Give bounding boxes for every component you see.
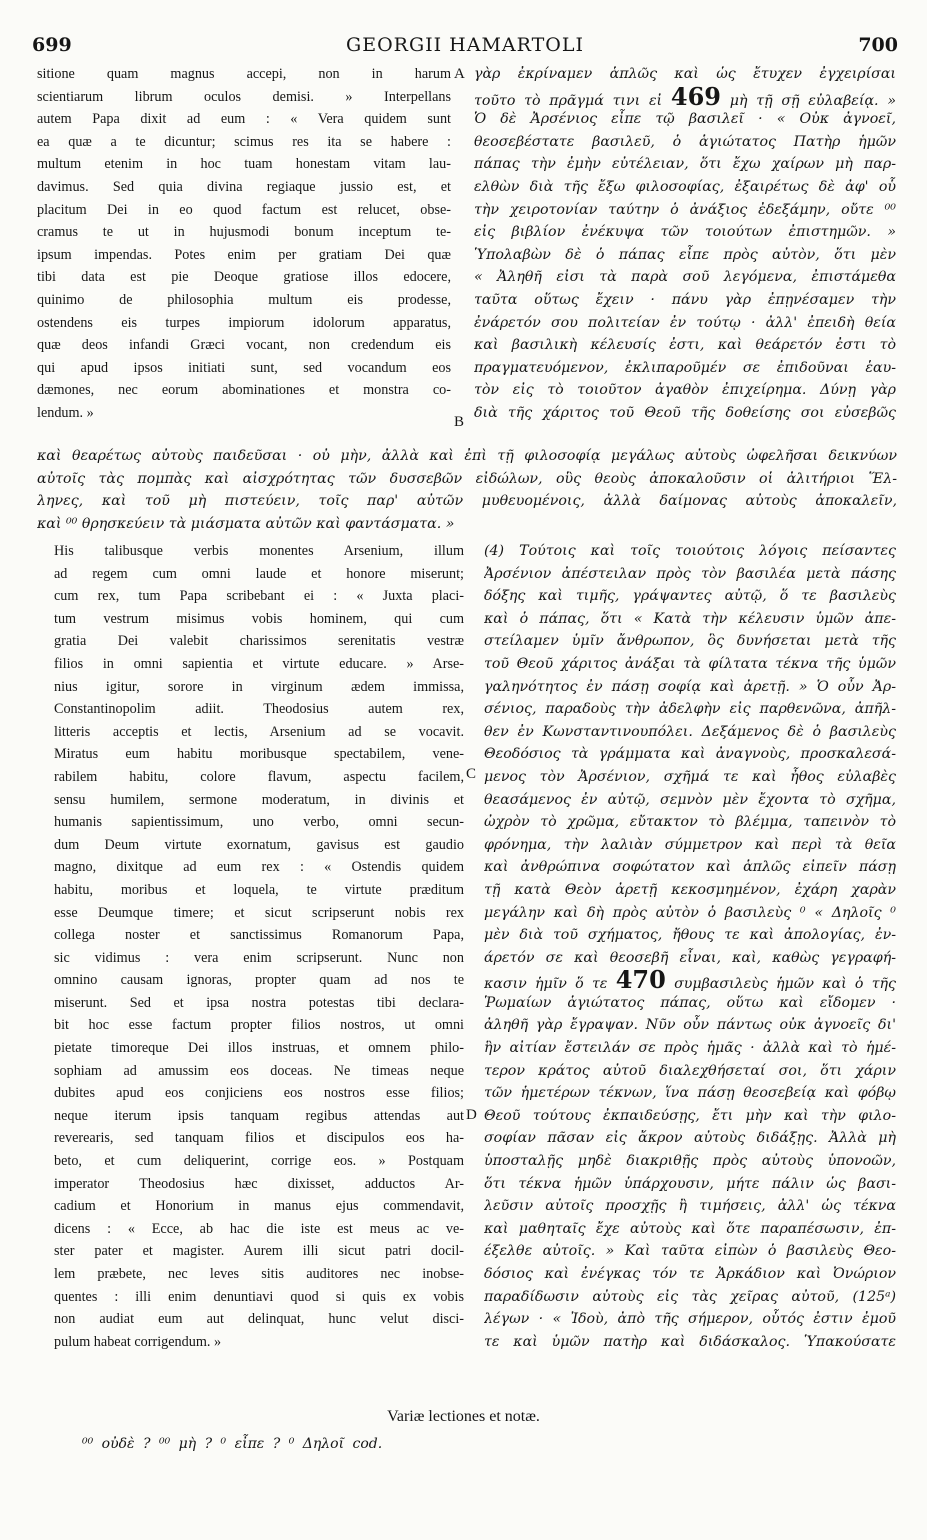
page-number-left: 699 [32, 34, 72, 56]
text-line: εἰς βιβλίον ἐνέκυψα τῶν τοιούτων ἐπιστημῶν. » [474, 224, 896, 241]
text-line: sophiam ad amussim eos doceas. Ne timeas neque [54, 1062, 464, 1079]
text-line: ληνες, καὶ τοῦ μὴ πιστεύειν, τοῖς παρ' αὐτῶν μυθευομένοις, ἀλλὰ δαίμονας αὐτοὺς ἀποκαλεῖν, [37, 493, 897, 510]
text-line: tum vestrum misimus vobis hominem, qui cum [54, 610, 464, 627]
text-line: θεοσεβέστατε βασιλεῦ, ὁ ἁγιώτατος Πατὴρ ἡμῶν [474, 133, 896, 150]
text-line: (4) Τούτοις καὶ τοῖς τοιούτοις λόγοις πείσαντες [484, 543, 896, 559]
text-line: Miratus eum habitu moribusque spectabilem, vene- [54, 746, 464, 763]
text-line: τῶν ἡμετέρων τέκνων, ἵνα πάσῃ θεοσεβείᾳ καὶ φόβῳ [484, 1085, 896, 1102]
text-line: παραδίδωσιν αὐτοὺς εἰς τὰς χεῖρας αὐτοῦ, (125ᵃ) [484, 1288, 896, 1305]
text-line: άρετόν σε καὶ θεοσεβῆ εἶναι, καὶ, καθὼς γεγραφή- [484, 949, 896, 966]
text-line: καὶ ⁰⁰ θρησκεύειν τὰ μιάσματα αὐτῶν καὶ φαντάσματα. » [37, 515, 455, 532]
text-line: quinimo de philosophia multum eis prodesse, [37, 291, 451, 308]
text-line: sic vidimus : vera enim scripserunt. Nunc non [54, 949, 464, 966]
text-line: magno, dixitque ad eum rex : « Ostendis quidem [54, 859, 464, 876]
text-line: « Ἀληθῆ εἰσι τὰ παρὰ σοῦ λεγόμενα, ἐπιστάμεθα [474, 269, 896, 286]
text-line: τε καὶ ὑμῶν πατὴρ καὶ διδάσκαλος. Ὑπακούσατε [484, 1333, 896, 1350]
text-line: collega noster et sanctissimus Romanorum Papa, [54, 927, 464, 944]
margin-letter-d: D [466, 1107, 477, 1123]
text-line: litteris acceptis et lectis, Arsenium ad se vocavit. [54, 723, 464, 740]
text-line: καὶ ὁ πάπας, ὅτι « Κατὰ τὴν κέλευσιν ὑμῶν ἀπε- [484, 610, 896, 627]
text-line: gratia Dei valebit charissimos serenitatis vestræ [54, 633, 464, 650]
text-line: Ῥωμαίων ἁγιώτατος πάπας, οὕτω καὶ εἴδομεν · [484, 994, 896, 1011]
text-line: lem præbete, nec leves sitis auditores nec inobse- [54, 1266, 464, 1282]
text-line: reverearis, sed tanquam filios et discipulos eos ha- [54, 1130, 464, 1147]
text-line: καὶ θεαρέτως αὐτοὺς παιδεῦσαι · οὐ μὴν, ἀλλὰ καὶ ἐπὶ τῇ φιλοσοφίᾳ μεγάλως αὐτοὺς ὠφελῆσαι δεικνύων [37, 448, 897, 464]
text-line: δόσιος καὶ ἐνέγκας τόν τε Ἀρκάδιον καὶ Ὀνώριον [484, 1266, 896, 1282]
text-line: non audiat eum aut delinquat, hunc velut disci- [54, 1311, 464, 1328]
text-line: bit hoc esse factum propter filios nostros, ut omni [54, 1017, 464, 1034]
margin-letter-a: A [454, 66, 465, 82]
text-line: ὑποσταλῇς μηδὲ διακριθῇς πρὸς αὐτοὺς ὑπονοῶν, [484, 1153, 896, 1170]
text-line: καὶ μαθηταῖς ἔχε αὐτοὺς καὶ ὅτε παραπέσωσιν, ἐπ- [484, 1220, 896, 1237]
text-line: τὸν εἰς τὸ τοιοῦτον ἀγαθὸν ἐπιχείρημα. Δύνῃ γὰρ [474, 382, 896, 399]
text-line: beto, et cum deliquerint, corrige eos. » Postquam [54, 1153, 464, 1170]
text-line: ster pater et magister. Aurem illi sicut patri docil- [54, 1243, 464, 1260]
text-line: δόξης καὶ τιμῆς, γράψαντες αὐτῷ, ὅ τε βασιλεὺς [484, 588, 896, 605]
text-line: habitu, moribus et loquela, te virtute præditum [54, 881, 464, 898]
text-line: dicens : « Ecce, ab hac die iste est meus ac ve- [54, 1220, 464, 1237]
text-line: cramus te ut in hujusmodi bonum inceptum te- [37, 224, 451, 241]
text-line: miserunt. Sed et ipsa nostra potestas tibi declara- [54, 994, 464, 1011]
text-line: dæmones, nec eorum abominationes et monstra co- [37, 382, 451, 399]
text-line: sensu humilem, sermone moderatum, in divinis et [54, 791, 464, 808]
text-line: τὴν χειροτονίαν ταύτην ὁ ἀνάξιος ἐδεξάμην, οὔτε ⁰⁰ [474, 201, 896, 218]
text-line: έξελθε αὐτοῖς. » Καὶ ταῦτα εἰπὼν ὁ βασιλεὺς Θεο- [484, 1243, 896, 1260]
greek-full-width [37, 445, 897, 535]
text-line: σοφίαν πᾶσαν εἰς ἄκρον αὐτοὺς διδάξῃς. Ἀλλὰ μὴ [484, 1130, 896, 1147]
text-line: καὶ βασιλικὴ κέλευσίς ἐστι, καὶ θεάρετόν ἐστι τὸ [474, 337, 896, 354]
text-line: Ὁ δὲ Ἀρσένιος εἶπε τῷ βασιλεῖ · « Οὐκ ἀγνοεῖ, [474, 111, 896, 128]
text-line: ἀληθῆ γὰρ ἔγραψαν. Νῦν οὖν πάντως οὐκ ἀγνοεῖς δι' [484, 1017, 896, 1034]
text-line: διὰ τῆς χάριτος τοῦ Θεοῦ τῆς δοθείσης σοι εὐσεβῶς [474, 404, 896, 421]
text-line: filios in omni sapientia et virtute educare. » Arse- [54, 655, 464, 672]
text-line: multum etenim in hoc tuam honestam vitam lau- [37, 156, 451, 173]
text-line: αὐτοῖς τὰς πομπὰς καὶ αἰσχρότητας τῶν δυσσεβῶν εἰδώλων, οὓς θεοὺς ἀποκαλοῦσιν οἱ ἀλιτήριοι Ἕλ- [37, 470, 897, 487]
greek-column-top [474, 63, 896, 425]
text-line: μενος τὸν Ἀρσένιον, σχῆμά τε καὶ ἦθος εὐλαβὲς [484, 768, 896, 785]
text-line: θεασάμενος ἐν αὐτῷ, σεμνὸν μὲν ἔχοντα τὸ σχῆμα, [484, 791, 896, 808]
text-line: ἐνάρετόν σου πολιτείαν ἐν τούτῳ · ἀλλ' ἐπειδὴ θεία [474, 314, 896, 331]
text-line: Constantinopolim adiit. Theodosius autem rex, [54, 701, 464, 718]
text-line: γὰρ ἐκρίναμεν ἁπλῶς καὶ ὡς ἔτυχεν ἐγχειρίσαι [474, 66, 896, 82]
text-line: λεῦσιν αὐτοῖς προσχῇς ἢ τιμήσεις, ἀλλ' ὡς τέκνα [484, 1198, 896, 1215]
text-line: pulum habeat corrigendum. » [54, 1333, 222, 1350]
text-line: φρόνημα, τὴν λαλιὰν σύμμετρον καὶ περὶ τὰ θεῖα [484, 836, 896, 853]
text-line: cadium et Honorium in manus ejus commendavit, [54, 1198, 464, 1215]
text-line: τῇ κατὰ Θεὸν ἀρετῇ κεκοσμημένον, ἐχάρη χαρὰν [484, 881, 896, 898]
text-line: πάπας τὴν ἐμὴν εὐτέλειαν, ὅτι ἔχω χαίρων μὴ παρ- [474, 156, 896, 173]
text-line: nius igitur, sorore in virginum ædem immissa, [54, 678, 464, 695]
text-line: Ἀρσένιον ἀπέστειλαν πρὸς τὸν βασιλέα μετὰ πάσης [484, 565, 896, 582]
footnotes: ⁰⁰ οὐδὲ ? ⁰⁰ μὴ ? ⁰ εἶπε ? ⁰ Δηλοῖ cod. [82, 1436, 383, 1452]
page-number-right: 700 [858, 34, 898, 56]
latin-column-top [37, 63, 451, 425]
text-line: λέγων · « Ἰδοὺ, ἀπὸ τῆς σήμερον, οὗτός ἐστιν ἐμοῦ [484, 1311, 896, 1328]
text-line: tibi data est pie Deoque gratiose illos edocere, [37, 269, 451, 286]
margin-letter-b: B [454, 414, 465, 430]
text-line: στείλαμεν ὑμῖν ἄνθρωπον, ὃς δυνήσεται μετὰ τῆς [484, 633, 896, 650]
text-line: omnino causam ignoras, propter quam ad nos te [54, 972, 464, 989]
text-line: καὶ ἀνθρώπινα σοφώτατον καὶ ἁπλῶς εἰπεῖν πάσῃ [484, 859, 896, 876]
text-line: scientiarum librum oculos demisi. » Interpellans [37, 88, 451, 105]
text-line: imperator Theodosius hæc dixisset, adductos Ar- [54, 1175, 464, 1192]
text-line: neque iterum ipsis tanquam regibus attendas aut [54, 1107, 464, 1124]
text-line: ea quæ a te dicuntur; scimus res ita se habere : [37, 133, 451, 150]
page-header [32, 34, 898, 60]
text-line: μὲν διὰ τοῦ σχήματος, ἤθους τε καὶ ἀπολογίας, ἐν- [484, 927, 896, 944]
text-line: γαληνότητος ἐν πάσῃ σοφίᾳ καὶ ἀρετῇ. » Ὁ οὖν Ἀρ- [484, 678, 896, 695]
text-fragment: κασιν ἡμῖν ὅ τε [484, 976, 608, 992]
greek-column-bottom [484, 540, 896, 1353]
text-line: ταῦτα οὕτως ἔχειν · πάνυ γὰρ ἐπῃνέσαμεν τὴν [474, 291, 896, 308]
text-line: τοῦ Θεοῦ χάριτος ἀνάξαι τὰ φίλτατα τέκνα τῆς ὑμῶν [484, 655, 896, 672]
text-line: qui apud ipsos initiati sunt, sed vocandum eos [37, 359, 451, 376]
text-line: ὠχρὸν τὸ χρῶμα, εὔτακτον τὸ βλέμμα, ταπεινὸν τὸ [484, 814, 896, 831]
text-line: His talibusque verbis monentes Arsenium, illum [54, 543, 464, 559]
text-line: lendum. » [37, 404, 94, 421]
margin-letter-c: C [466, 766, 477, 782]
text-fragment: τοῦτο τὸ πρᾶγμά τινι εἰ [474, 92, 663, 109]
text-line: dum Deum virtute exornatum, gavisus est gaudio [54, 836, 464, 853]
text-fragment: μὴ τῇ σῇ εὐλαβείᾳ. » [729, 92, 896, 109]
text-line: ελθὼν διὰ τῆς ἔξω φιλοσοφίας, ἐξαιρέτως δὲ ἀφ' οὗ [474, 178, 896, 195]
text-line: Θεοδόσιος τὰ γράμματα καὶ ἀναγνοὺς, προσκαλεσά- [484, 746, 896, 763]
text-line: quæ deos infandi Græci vocant, non credendum eis [37, 337, 451, 354]
text-line: τερον κράτος αὐτοῦ διαλεχθήσεταί σοι, ὅτι χάριν [484, 1062, 896, 1079]
text-line: μεγάλην καὶ δὴ πρὸς αὐτὸν ὁ βασιλεὺς ⁰ « Δηλοῖς ⁰ [484, 904, 896, 921]
text-line: rabilem habitu, colore flavum, aspectu facilem, [54, 768, 464, 785]
text-line: cum rex, tum Papa scribebant ei : « Juxta placi- [54, 588, 464, 605]
text-line-with-marker [484, 969, 896, 992]
text-line: σένιος, παραδοὺς τὴν ἀδελφὴν εἰς παρθενῶνα, ἀπῆλ- [484, 701, 896, 718]
latin-column-bottom [54, 540, 464, 1353]
text-line: quentes : illi enim denuntiavi quod si quis ex vobis [54, 1288, 464, 1305]
text-line: Ὑπολαβὼν δὲ ὁ πάπας εἶπε πρὸς αὐτὸν, ὅτι μὲν [474, 246, 896, 263]
text-line: pietate timoreque Dei illos instruas, et omnem philo- [54, 1040, 464, 1057]
text-line-with-marker [474, 86, 896, 109]
text-line: ὅτι τέκνα ἡμῶν ὑπάρχουσιν, μήτε πάλιν ὡς βασι- [484, 1175, 896, 1192]
text-line: placitum Dei in eo quod factum est relucet, obse- [37, 201, 451, 218]
text-line: autem Papa dixit ad eum : « Vera quidem sunt [37, 111, 451, 128]
text-fragment: συμβασιλεὺς ἡμῶν καὶ ὁ τῆς [674, 976, 896, 992]
text-line: ipsum impendas. Potes enim per gratiam Dei quæ [37, 246, 451, 263]
running-title: GEORGII HAMARTOLI [346, 34, 584, 56]
notes-heading: Variæ lectiones et notæ. [387, 1408, 540, 1425]
text-line: ἣν αἰτίαν ἔστειλάν σε πρὸς ἡμᾶς · ἀλλὰ καὶ τὸ ἡμέ- [484, 1040, 896, 1057]
text-line: πραγματευόμενον, ἐκλιπαροῦμέν σε ἐπιδοῦναι ἑαυ- [474, 359, 896, 376]
text-line: esse Deumque timere; et sicut scripserunt nobis rex [54, 904, 464, 921]
text-line: sitione quam magnus accepi, non in harum [37, 66, 451, 82]
text-line: Θεοῦ τούτους ἐκπαιδεύσῃς, ἔτι μὴν καὶ τὴν φιλο- [484, 1107, 896, 1124]
column-marker-470: 470 [615, 969, 666, 992]
text-line: ostendens eis turpes impiorum idolorum apparatus, [37, 314, 451, 331]
text-line: θεν ἐν Κωνσταντινουπόλει. Δεξάμενος δὲ ὁ βασιλεὺς [484, 723, 896, 740]
text-line: humanis sapientissimum, uno verbo, omni secun- [54, 814, 464, 831]
text-line: dubites apud eos conjiciens eos nostros esse filios; [54, 1085, 464, 1102]
column-marker-469: 469 [670, 85, 721, 109]
text-line: davimus. Sed quia divina regiaque jussio est, et [37, 178, 451, 195]
text-line: ad regem cum omni laude et honore miserunt; [54, 565, 464, 582]
